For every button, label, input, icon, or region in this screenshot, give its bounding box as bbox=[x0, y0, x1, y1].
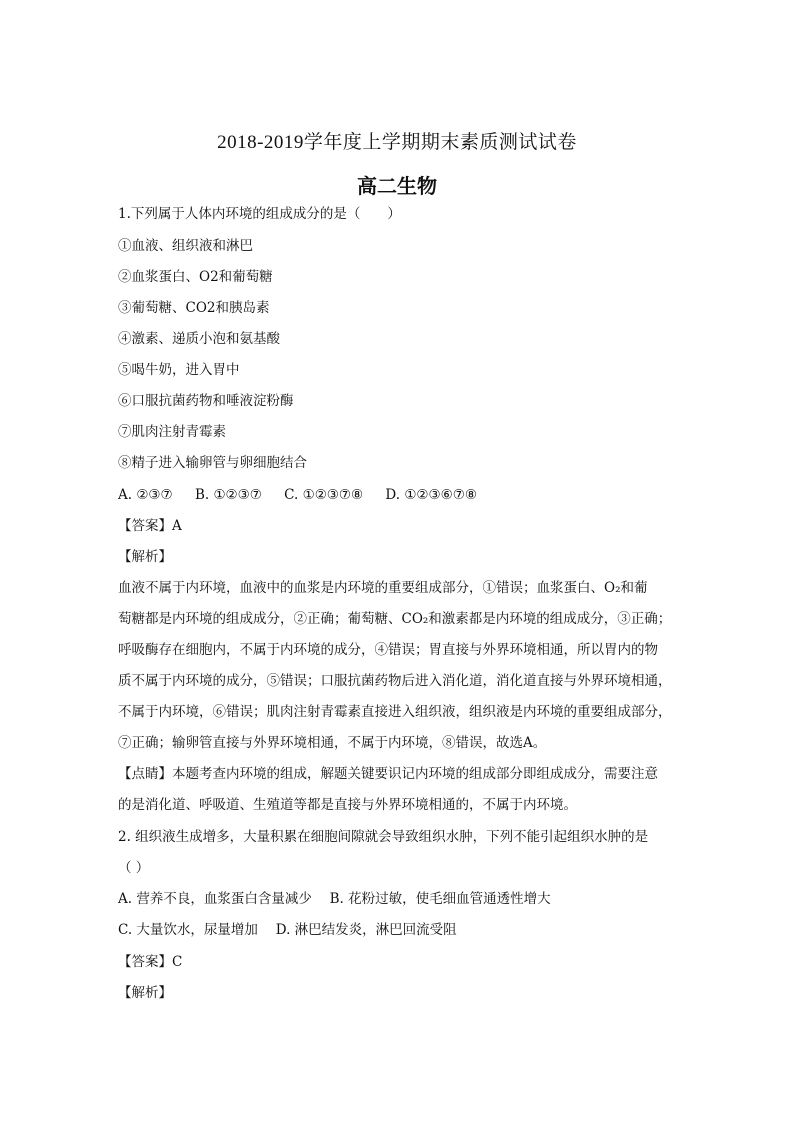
exam-title: 2018-2019学年度上学期期末素质测试试卷 bbox=[217, 132, 577, 153]
q1-analysis-line: 呼吸酶存在细胞内，不属于内环境的成分，④错误；胃直接与外界环境相通，所以胃内的物 bbox=[118, 642, 658, 658]
q1-note-line: 【点睛】本题考查内环境的组成，解题关键要识记内环境的组成部分即组成成分，需要注意 bbox=[118, 766, 658, 782]
q1-item: ⑧精子进入输卵管与卵细胞结合 bbox=[118, 455, 307, 471]
q1-analysis-line: 血液不属于内环境，血液中的血浆是内环境的重要组成部分，①错误；血浆蛋白、O₂和葡 bbox=[118, 580, 648, 596]
q1-option-a: A. ②③⑦ bbox=[118, 487, 173, 503]
q2-analysis-label: 【解析】 bbox=[118, 985, 172, 1001]
q1-item: ④激素、递质小泡和氨基酸 bbox=[118, 331, 280, 347]
q1-item: ①血液、组织液和淋巴 bbox=[118, 238, 253, 254]
q1-analysis-line: ⑦正确；输卵管直接与外界环境相通，不属于内环境，⑧错误，故选A。 bbox=[118, 735, 547, 751]
q1-option-c: C. ①②③⑦⑧ bbox=[284, 487, 364, 503]
q2-answer: 【答案】C bbox=[118, 954, 183, 970]
q1-analysis-line: 质不属于内环境的成分，⑤错误；口服抗菌药物后进入消化道，消化道直接与外界环境相通， bbox=[118, 673, 672, 689]
q2-stem-line: 2. 组织液生成增多，大量积累在细胞间隙就会导致组织水肿，下列不能引起组织水肿的是 bbox=[118, 829, 649, 845]
q2-option-row: C. 大量饮水，尿量增加 D. 淋巴结发炎，淋巴回流受阻 bbox=[118, 922, 457, 938]
q1-item: ⑥口服抗菌药物和唾液淀粉酶 bbox=[118, 393, 294, 409]
q1-analysis-line: 不属于内环境，⑥错误；肌肉注射青霉素直接进入组织液，组织液是内环境的重要组成部分， bbox=[118, 704, 672, 720]
q1-answer: 【答案】A bbox=[118, 518, 182, 534]
q1-stem: 1.下列属于人体内环境的组成成分的是（ ） bbox=[118, 206, 401, 222]
subject-title: 高二生物 bbox=[357, 176, 437, 198]
q1-option-b: B. ①②③⑦ bbox=[194, 487, 262, 503]
q2-stem-line: （ ） bbox=[118, 860, 150, 876]
q1-analysis-line: 萄糖都是内环境的组成成分，②正确；葡萄糖、CO₂和激素都是内环境的组成成分，③正确； bbox=[118, 611, 672, 627]
q1-item: ⑦肌肉注射青霉素 bbox=[118, 424, 226, 440]
q1-options bbox=[118, 489, 495, 503]
q1-note-line: 的是消化道、呼吸道、生殖道等都是直接与外界环境相通的，不属于内环境。 bbox=[118, 797, 577, 813]
q2-option-row: A. 营养不良，血浆蛋白含量减少 B. 花粉过敏，使毛细血管通透性增大 bbox=[118, 891, 551, 907]
q1-item: ③葡萄糖、CO2和胰岛素 bbox=[118, 300, 270, 316]
q1-option-d: D. ①②③⑥⑦⑧ bbox=[385, 487, 477, 503]
q1-analysis-label: 【解析】 bbox=[118, 549, 172, 565]
q1-item: ②血浆蛋白、O2和葡萄糖 bbox=[118, 269, 273, 285]
q1-item: ⑤喝牛奶，进入胃中 bbox=[118, 362, 240, 378]
